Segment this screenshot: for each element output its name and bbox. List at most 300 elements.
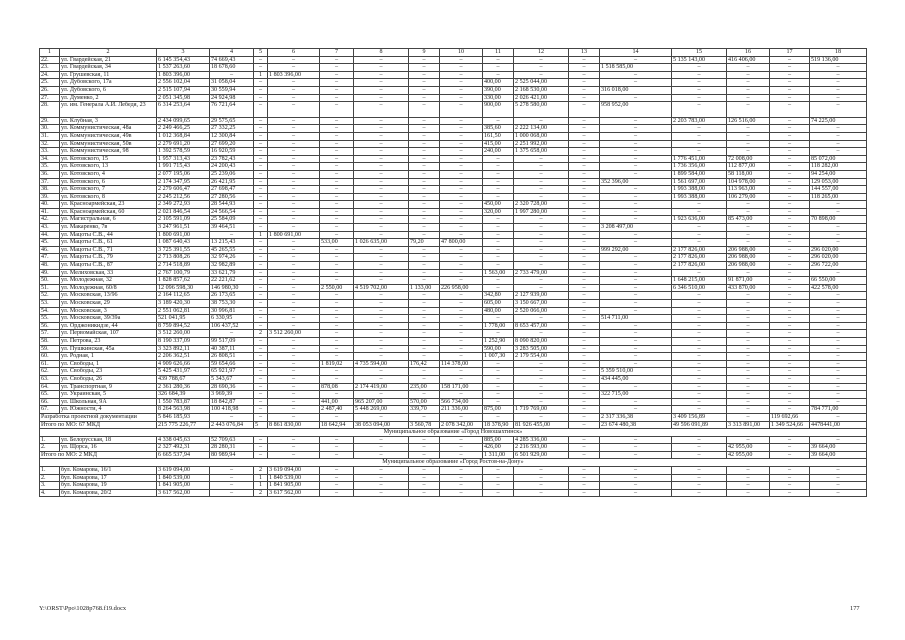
table-cell: 1 087 640,43 <box>157 239 210 247</box>
table-cell: – <box>810 330 867 338</box>
section-title: Муниципальное образование «Город Новошахтинск» <box>40 429 867 437</box>
table-cell: – <box>483 315 514 323</box>
table-cell: – <box>727 315 770 323</box>
table-cell: – <box>672 383 727 391</box>
table-cell: 3 247 961,51 <box>157 224 210 232</box>
table-cell: 2 361 280,36 <box>157 383 210 391</box>
table-cell: – <box>268 307 320 315</box>
address-cell: ул. им. Генерала А.И. Лебедя, 23 <box>60 102 157 118</box>
table-cell: – <box>440 125 483 133</box>
table-cell: – <box>770 489 810 497</box>
table-cell: 50. <box>40 277 60 285</box>
table-cell: – <box>254 360 268 368</box>
table-cell: – <box>727 489 770 497</box>
table-cell: – <box>320 254 354 262</box>
table-cell: – <box>440 467 483 475</box>
table-cell: – <box>210 231 254 239</box>
table-cell: – <box>600 360 672 368</box>
table-cell: 2 733 479,00 <box>514 269 569 277</box>
table-cell: 18 678,60 <box>210 64 254 72</box>
table-cell: – <box>600 163 672 171</box>
table-cell: – <box>440 117 483 125</box>
table-cell: 1 736 356,00 <box>672 163 727 171</box>
address-cell: ул. Котовского, 13 <box>60 163 157 171</box>
address-cell: ул. Родная, 1 <box>60 353 157 361</box>
table-cell: – <box>268 224 320 232</box>
table-cell: 296 020,00 <box>810 254 867 262</box>
table-cell: – <box>569 94 600 102</box>
address-cell: ул. Котовского, 8 <box>60 193 157 201</box>
address-cell: ул. Котовского, 4 <box>60 170 157 178</box>
address-cell: ул. Котовского, 15 <box>60 155 157 163</box>
table-cell: 566 734,00 <box>440 398 483 406</box>
table-cell: – <box>672 125 727 133</box>
table-cell: 43. <box>40 224 60 232</box>
table-cell: – <box>810 64 867 72</box>
table-cell: – <box>440 300 483 308</box>
table-cell: – <box>268 186 320 194</box>
table-cell: 72 008,00 <box>727 155 770 163</box>
table-cell: – <box>727 64 770 72</box>
table-row <box>40 474 867 482</box>
table-cell: 24 200,43 <box>210 163 254 171</box>
table-cell: – <box>409 345 440 353</box>
table-cell: 570,00 <box>409 398 440 406</box>
table-cell: – <box>770 86 810 94</box>
table-cell: – <box>810 322 867 330</box>
table-cell: – <box>770 292 810 300</box>
table-cell: – <box>514 277 569 285</box>
table-cell: 426,00 <box>483 444 514 452</box>
table-cell: – <box>727 292 770 300</box>
table-cell: – <box>409 208 440 216</box>
table-row <box>40 383 867 391</box>
address-cell: ул. Котовского, 6 <box>60 178 157 186</box>
table-row <box>40 353 867 361</box>
address-cell: ул. Магистральная, 6 <box>60 216 157 224</box>
summary-label: Итого по МО: 67 МКД <box>40 421 157 429</box>
address-cell: ул. Мацоты С.В., 44 <box>60 231 157 239</box>
table-cell: – <box>268 170 320 178</box>
table-cell: – <box>770 208 810 216</box>
table-cell: – <box>268 413 320 421</box>
table-cell: – <box>600 94 672 102</box>
table-row <box>40 148 867 156</box>
table-cell: – <box>600 474 672 482</box>
table-cell: – <box>409 163 440 171</box>
table-cell: 1 997 280,00 <box>514 208 569 216</box>
table-cell: – <box>569 64 600 72</box>
table-cell: – <box>409 71 440 79</box>
table-cell: – <box>569 86 600 94</box>
column-number-row <box>40 49 867 57</box>
table-cell: – <box>514 71 569 79</box>
table-cell: – <box>727 300 770 308</box>
table-cell: 885,00 <box>483 436 514 444</box>
table-cell: – <box>254 315 268 323</box>
table-cell: 25 239,06 <box>210 170 254 178</box>
table-cell: – <box>440 292 483 300</box>
table-cell: – <box>727 140 770 148</box>
table-cell: 38 053 094,00 <box>354 421 409 429</box>
table-cell: – <box>483 375 514 383</box>
table-cell: – <box>810 140 867 148</box>
column-number: 2 <box>60 49 157 57</box>
table-cell: – <box>810 375 867 383</box>
table-cell: 5 425 431,97 <box>157 368 210 376</box>
table-cell: – <box>354 64 409 72</box>
table-cell: – <box>600 398 672 406</box>
table-cell: – <box>440 224 483 232</box>
table-cell: – <box>254 406 268 414</box>
table-cell: – <box>268 86 320 94</box>
table-cell: – <box>810 86 867 94</box>
table-cell: 3 617 562,00 <box>268 489 320 497</box>
table-cell: – <box>440 148 483 156</box>
table-cell: – <box>727 125 770 133</box>
table-cell: – <box>483 383 514 391</box>
table-cell: – <box>770 155 810 163</box>
table-cell: 39 664,00 <box>810 444 867 452</box>
table-cell: 4 338 045,63 <box>157 436 210 444</box>
table-cell: 296 020,00 <box>810 246 867 254</box>
table-cell: – <box>600 117 672 125</box>
table-cell: – <box>569 353 600 361</box>
table-cell: – <box>727 353 770 361</box>
table-cell: 3. <box>40 482 60 490</box>
table-cell: – <box>483 71 514 79</box>
table-cell: – <box>483 170 514 178</box>
table-cell: – <box>254 117 268 125</box>
table-cell: 450,00 <box>483 201 514 209</box>
table-cell: – <box>320 102 354 118</box>
table-cell: – <box>320 132 354 140</box>
table-cell: 52 709,63 <box>210 436 254 444</box>
table-cell: 385,60 <box>483 125 514 133</box>
table-cell: – <box>268 262 320 270</box>
table-cell: 3 512 260,00 <box>268 330 320 338</box>
table-cell: – <box>770 170 810 178</box>
table-cell: – <box>569 300 600 308</box>
table-cell: – <box>320 64 354 72</box>
table-cell: – <box>320 94 354 102</box>
table-cell: – <box>810 368 867 376</box>
table-cell: – <box>268 246 320 254</box>
table-cell: 18 378,90 <box>483 421 514 429</box>
table-cell: 2 <box>254 467 268 475</box>
table-cell: – <box>354 186 409 194</box>
table-cell: – <box>409 216 440 224</box>
table-cell: 521 041,95 <box>157 315 210 323</box>
table-cell: – <box>514 56 569 64</box>
table-cell: 176,42 <box>409 360 440 368</box>
table-cell: 38 753,30 <box>210 300 254 308</box>
table-cell: 2 077 195,06 <box>157 170 210 178</box>
table-cell: – <box>254 451 268 459</box>
table-cell: 1 375 658,00 <box>514 148 569 156</box>
table-cell: – <box>810 398 867 406</box>
table-cell: – <box>409 482 440 490</box>
table-cell: – <box>254 170 268 178</box>
table-cell: – <box>810 345 867 353</box>
table-cell: – <box>320 125 354 133</box>
table-cell: 31. <box>40 132 60 140</box>
table-cell: – <box>569 132 600 140</box>
table-cell: 1 349 524,66 <box>770 421 810 429</box>
table-cell: – <box>672 269 727 277</box>
table-cell: 3 283 505,00 <box>514 345 569 353</box>
table-cell: – <box>440 436 483 444</box>
table-cell: 519 136,00 <box>810 56 867 64</box>
address-cell: ул. Макаренко, 7в <box>60 224 157 232</box>
table-cell: – <box>514 239 569 247</box>
table-cell: – <box>210 474 254 482</box>
table-cell: 1 518 585,00 <box>600 64 672 72</box>
table-cell: 30 996,81 <box>210 307 254 315</box>
table-cell: 3 617 562,00 <box>157 489 210 497</box>
table-cell: – <box>600 353 672 361</box>
table-cell: – <box>727 239 770 247</box>
table-cell: – <box>320 148 354 156</box>
table-cell: – <box>268 360 320 368</box>
table-cell: 2. <box>40 474 60 482</box>
table-cell: – <box>354 436 409 444</box>
table-cell: – <box>483 216 514 224</box>
table-cell: – <box>514 170 569 178</box>
table-cell: 2 216 593,00 <box>514 444 569 452</box>
table-cell: – <box>268 94 320 102</box>
table-cell: 70 898,00 <box>810 216 867 224</box>
table-cell: – <box>810 201 867 209</box>
table-row <box>40 231 867 239</box>
table-row <box>40 246 867 254</box>
table-cell: – <box>483 64 514 72</box>
table-cell: – <box>569 262 600 270</box>
table-cell: 416 406,00 <box>727 56 770 64</box>
table-cell: – <box>210 413 254 421</box>
table-cell: – <box>600 155 672 163</box>
table-row <box>40 300 867 308</box>
table-cell: – <box>254 64 268 72</box>
table-cell: – <box>770 337 810 345</box>
address-cell: ул. Котовского, 7 <box>60 186 157 194</box>
table-cell: 3 150 667,00 <box>514 300 569 308</box>
table-cell: – <box>770 406 810 414</box>
column-number: 18 <box>810 49 867 57</box>
table-cell: – <box>600 262 672 270</box>
table-row <box>40 482 867 490</box>
table-cell: – <box>672 444 727 452</box>
table-cell: – <box>354 292 409 300</box>
table-row <box>40 239 867 247</box>
table-cell: 3 189 420,30 <box>157 300 210 308</box>
table-cell: – <box>770 102 810 118</box>
table-cell: – <box>440 56 483 64</box>
table-cell: – <box>320 56 354 64</box>
table-cell: – <box>569 406 600 414</box>
table-cell: – <box>727 224 770 232</box>
table-cell: – <box>727 208 770 216</box>
footer-page-number: 177 <box>850 605 860 612</box>
table-cell: – <box>770 474 810 482</box>
table-cell: 5 <box>254 421 268 429</box>
table-cell: 99 517,09 <box>210 337 254 345</box>
table-cell: – <box>440 71 483 79</box>
table-cell: – <box>600 444 672 452</box>
table-row <box>40 360 867 368</box>
table-cell: – <box>569 239 600 247</box>
table-cell: – <box>514 246 569 254</box>
table-cell: – <box>440 186 483 194</box>
table-cell: – <box>672 201 727 209</box>
table-cell: 64. <box>40 383 60 391</box>
table-cell: – <box>569 307 600 315</box>
table-cell: – <box>320 269 354 277</box>
address-cell: ул. Грушевская, 11 <box>60 71 157 79</box>
table-cell: 390,00 <box>483 86 514 94</box>
table-cell: – <box>409 132 440 140</box>
table-cell: – <box>354 474 409 482</box>
table-cell: – <box>320 375 354 383</box>
table-cell: – <box>320 178 354 186</box>
table-cell: – <box>268 398 320 406</box>
table-cell: – <box>354 231 409 239</box>
table-cell: 206 988,00 <box>727 254 770 262</box>
table-cell: – <box>770 56 810 64</box>
table-cell: 4 735 594,00 <box>354 360 409 368</box>
table-cell: 2 349 272,93 <box>157 201 210 209</box>
table-cell: 352 396,00 <box>600 178 672 186</box>
table-cell: 26. <box>40 86 60 94</box>
table-cell: 965 207,00 <box>354 398 409 406</box>
table-cell: – <box>727 474 770 482</box>
table-cell: – <box>672 300 727 308</box>
table-cell: – <box>672 467 727 475</box>
table-cell: – <box>810 208 867 216</box>
table-cell: – <box>514 375 569 383</box>
table-cell: – <box>514 330 569 338</box>
table-cell: – <box>440 307 483 315</box>
table-cell: 320,00 <box>483 208 514 216</box>
table-cell: 22 221,62 <box>210 277 254 285</box>
table-row <box>40 436 867 444</box>
table-row <box>40 79 867 87</box>
table-cell: – <box>672 292 727 300</box>
table-cell: – <box>409 155 440 163</box>
table-cell: – <box>254 444 268 452</box>
table-cell: – <box>254 193 268 201</box>
address-cell: ул. Школьная, 9А <box>60 398 157 406</box>
address-cell: ул. Коммунистическая, 48а <box>60 125 157 133</box>
table-cell: 3 619 094,00 <box>157 467 210 475</box>
table-row <box>40 375 867 383</box>
table-cell: – <box>354 102 409 118</box>
table-cell: – <box>672 132 727 140</box>
table-cell: – <box>514 315 569 323</box>
table-cell: – <box>354 353 409 361</box>
table-cell: – <box>514 117 569 125</box>
table-cell: – <box>254 337 268 345</box>
table-cell: – <box>569 178 600 186</box>
table-cell: – <box>483 474 514 482</box>
table-cell: – <box>409 262 440 270</box>
table-cell: 2 177 826,00 <box>672 246 727 254</box>
table-cell: – <box>569 421 600 429</box>
table-cell: 28 690,36 <box>210 383 254 391</box>
table-row <box>40 56 867 64</box>
table-cell: – <box>320 436 354 444</box>
table-cell: – <box>409 322 440 330</box>
table-cell: – <box>514 391 569 399</box>
table-cell: 1 007,30 <box>483 353 514 361</box>
table-row <box>40 117 867 125</box>
summary-row <box>40 451 867 459</box>
table-cell: 30. <box>40 125 60 133</box>
table-cell: – <box>569 444 600 452</box>
table-cell: – <box>409 269 440 277</box>
address-cell: ул. Щорса, 16 <box>60 444 157 452</box>
table-cell: 80 989,94 <box>210 451 254 459</box>
table-cell: – <box>569 56 600 64</box>
table-cell: – <box>254 201 268 209</box>
table-cell: – <box>320 330 354 338</box>
table-cell: – <box>409 170 440 178</box>
table-cell: – <box>440 330 483 338</box>
table-cell: – <box>727 391 770 399</box>
table-cell: – <box>354 148 409 156</box>
table-cell: – <box>320 391 354 399</box>
table-cell: – <box>268 451 320 459</box>
table-cell: 113 963,00 <box>727 186 770 194</box>
address-cell: ул. Мелиховская, 33 <box>60 269 157 277</box>
table-cell: – <box>483 277 514 285</box>
table-cell: – <box>483 482 514 490</box>
table-cell: 2 051 345,98 <box>157 94 210 102</box>
table-cell: 104 978,00 <box>727 178 770 186</box>
table-cell: 54. <box>40 307 60 315</box>
table-cell: – <box>440 262 483 270</box>
table-cell: 1 311,00 <box>483 451 514 459</box>
table-cell: – <box>514 398 569 406</box>
table-body <box>40 49 867 497</box>
table-cell: 45 265,55 <box>210 246 254 254</box>
table-cell: – <box>600 284 672 292</box>
table-cell: – <box>810 307 867 315</box>
table-cell: – <box>268 315 320 323</box>
table-cell: – <box>409 436 440 444</box>
table-cell: 434 445,00 <box>600 375 672 383</box>
table-cell: – <box>770 254 810 262</box>
table-cell: 330,00 <box>483 94 514 102</box>
table-cell: – <box>514 413 569 421</box>
document-table <box>39 48 867 497</box>
table-cell: – <box>440 345 483 353</box>
table-cell: – <box>727 79 770 87</box>
table-cell: – <box>320 163 354 171</box>
table-cell: 1 <box>254 474 268 482</box>
table-cell: – <box>254 79 268 87</box>
address-cell: ул. Свободы, 26 <box>60 375 157 383</box>
table-cell: 2 127 939,00 <box>514 292 569 300</box>
table-cell: 100 418,98 <box>210 406 254 414</box>
table-cell: – <box>514 474 569 482</box>
table-cell: 240,00 <box>483 148 514 156</box>
table-cell: 1 026 635,00 <box>354 239 409 247</box>
column-number: 1 <box>40 49 60 57</box>
table-cell: – <box>600 208 672 216</box>
table-cell: – <box>409 117 440 125</box>
table-cell: 39 664,00 <box>810 451 867 459</box>
